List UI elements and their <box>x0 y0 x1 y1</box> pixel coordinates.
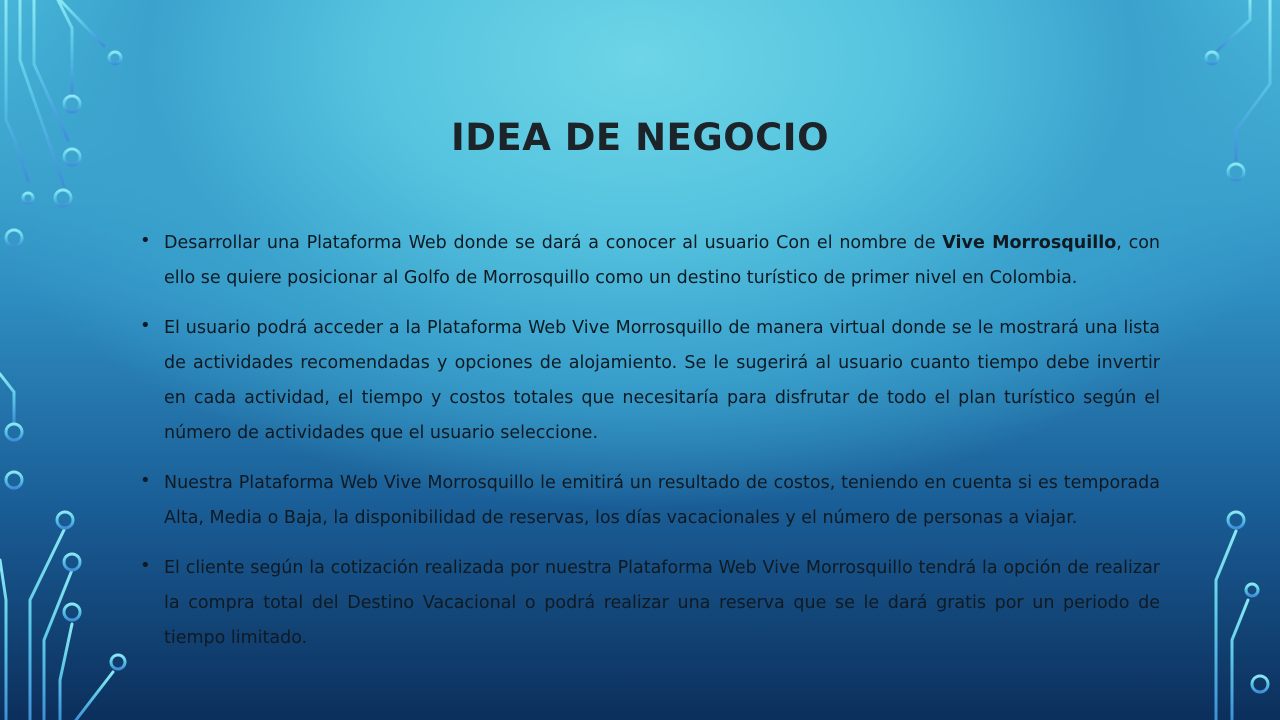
bullet-list <box>130 226 1160 671</box>
bullet-text: El cliente según la cotización realizada por nuestra Plataforma Web Vive Morrosquillo tendrá la opción de realizar la compra total del Destino Vacacional o podrá realizar una reserva que se le dará gratis por un periodo de tiempo limitado. <box>164 558 1160 648</box>
bullet-item <box>130 551 1160 656</box>
bullet-dot-icon: • <box>140 555 151 576</box>
circuit-decoration-left <box>0 0 150 720</box>
bullet-item <box>130 466 1160 536</box>
bullet-item <box>130 311 1160 451</box>
bullet-text: El usuario podrá acceder a la Plataforma Web Vive Morrosquillo de manera virtual donde se le mostrará una lista de actividades recomendadas y opciones de alojamiento. Se le sugerirá al usuario cuanto tiempo debe invertir en cada actividad, el tiempo y costos totales que necesitaría para disfrutar de todo el plan turístico según el número de actividades que el usuario seleccione. <box>164 318 1160 443</box>
bullet-dot-icon: • <box>140 230 151 251</box>
bullet-text <box>164 233 1160 288</box>
bullet-text-end: , con ello se quiere posicionar al Golfo de Morrosquillo como un destino turístico de primer nivel en Colombia. <box>164 233 1161 288</box>
bullet-text: Nuestra Plataforma Web Vive Morrosquillo le emitirá un resultado de costos, teniendo en cuenta si es temporada Alta, Media o Baja, la disponibilidad de reservas, los días vacacionales y el número de personas a viajar. <box>164 473 1160 528</box>
bullet-item <box>130 226 1160 296</box>
bullet-dot-icon: • <box>140 315 151 336</box>
slide-title: IDEA DE NEGOCIO <box>450 116 830 159</box>
bullet-text-start: Desarrollar una Plataforma Web donde se dará a conocer al usuario Con el nombre de <box>164 233 943 253</box>
bullet-dot-icon: • <box>140 470 151 491</box>
brand-name: Vive Morrosquillo <box>942 233 1117 253</box>
